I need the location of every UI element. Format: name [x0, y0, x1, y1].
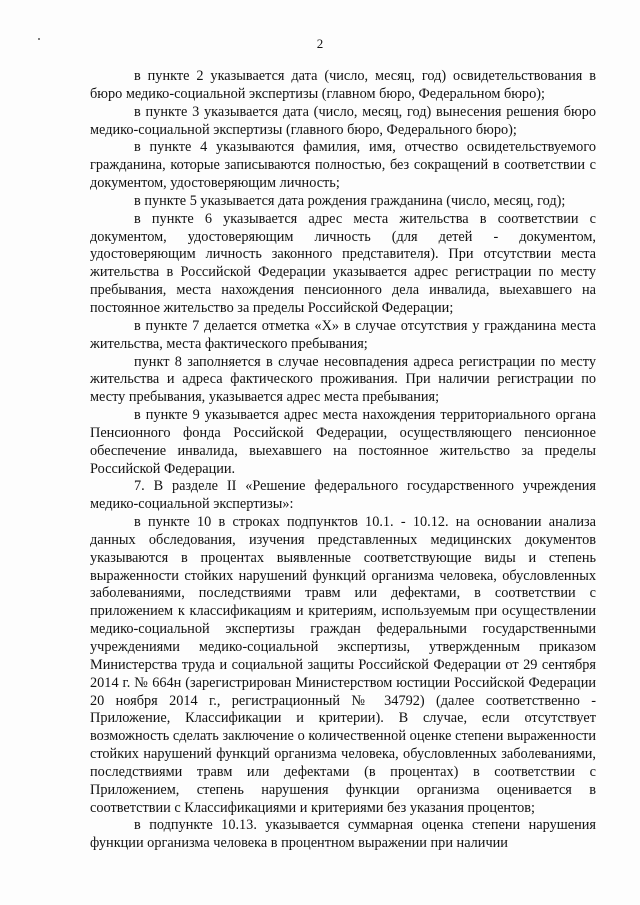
paragraph-section-2-heading: 7. В разделе II «Решение федерального государственного учреждения медико-социальной экспертизы»: — [90, 478, 596, 513]
paragraph-item-2: в пункте 2 указывается дата (число, месяц, год) освидетельствования в бюро медико-социальной экспертизы (главном бюро, Федеральном бюро); — [90, 68, 596, 102]
paragraph-item-5: в пункте 5 указывается дата рождения гражданина (число, месяц, год); — [134, 192, 566, 209]
paragraph-item-7: в пункте 7 делается отметка «Х» в случае отсутствия у гражданина места жительства, места фактического пребывания; — [90, 317, 596, 352]
page-number: 2 — [316, 36, 324, 51]
paragraph-subitem-10-13: в подпункте 10.13. указывается суммарная оценка степени нарушения функции организма человека в процентном выражении при наличии — [90, 817, 596, 852]
paragraph-item-9: в пункте 9 указывается адрес места нахождения территориального органа Пенсионного фонда Российской Федерации, осуществляющего пенсионное обеспечение инвалида, выехавшего на постоянное жительство за пределы Российской Федерации. — [90, 407, 596, 477]
paragraph-item-3: в пункте 3 указывается дата (число, месяц, год) вынесения решения бюро медико-социальной экспертизы (главного бюро, Федерального бюро); — [90, 103, 596, 138]
paragraph-item-4: в пункте 4 указываются фамилия, имя, отчество освидетельствуемого гражданина, которые записываются полностью, без сокращений в соответствии с документом, удостоверяющим личность; — [90, 139, 596, 192]
paragraph-item-10: в пункте 10 в строках подпунктов 10.1. - 10.12. на основании анализа данных обследования, изучения представленных медицинских документов указываются в процентах выявленные соответствующие виды и степень выраженности стойких нарушений функций организма человека, обусловленных заболеваниями, последствиями травм или дефектами, в соответствии с приложением к классификациям и критериям, используемым при осуществлении медико-социальной экспертизы граждан федеральными государственными учреждениями медико-социальной экспертизы, утвержденным приказом Министерства труда и социальной защиты Российской Федерации от 29 сентября 2014 г. № 664н (зарегистрирован Министерством юстиции Российской Федерации 20 ноября 2014 г., регистрационный № 34792) (далее соответственно - Приложение, Классификации и критерии). В случае, если отсутствует возможность сделать заключение о количественной оценке степени выраженности стойких нарушений функций организма человека, обусловленных заболеваниями, последствиями травм или дефектами (в процентах) в соответствии с Приложением, степень нарушения функции организма оценивается в соответствии с Классификациями и критериями без указания процентов; — [90, 514, 596, 816]
paragraph-item-6: в пункте 6 указывается адрес места жительства в соответствии с документом, удостоверяющим личность (для детей - документом, удостоверяющим личность законного представителя). При отсутствии места жительства в Российской Федерации указывается адрес регистрации по месту пребывания, места нахождения пенсионного дела инвалида, выехавшего на постоянное жительство за пределы Российской Федерации; — [90, 210, 596, 316]
paragraph-item-8: пункт 8 заполняется в случае несовпадения адреса регистрации по месту жительства и адреса фактического проживания. При наличии регистрации по месту пребывания, указывается адрес места пребывания; — [90, 353, 596, 406]
document-body — [90, 68, 596, 853]
